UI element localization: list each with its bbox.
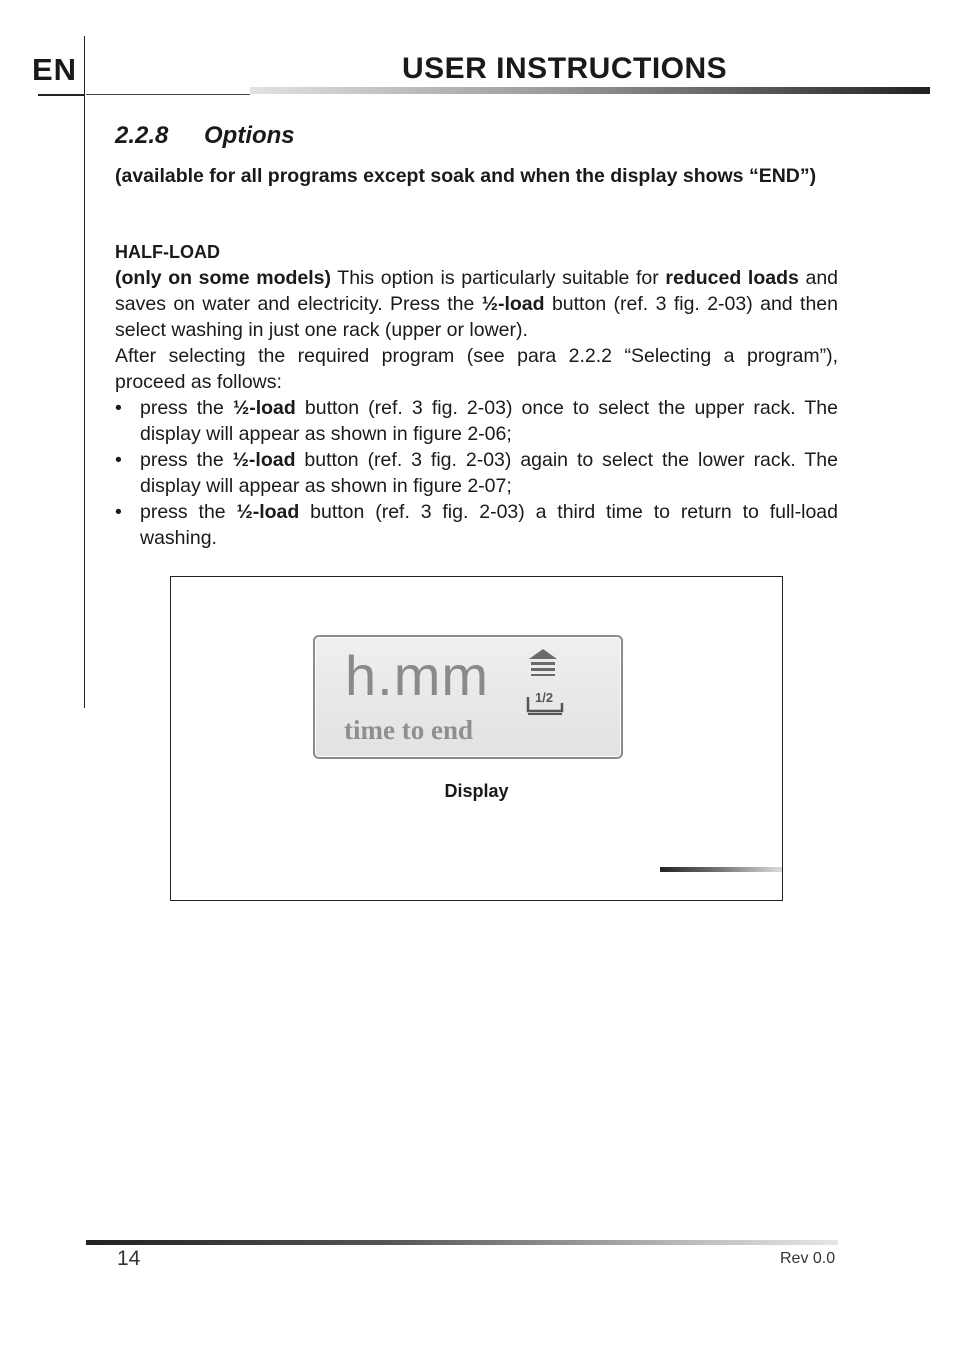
bullet-post: button (ref. 3 fig. 2-03) a third time to return to full-load washing.: [140, 501, 838, 549]
margin-line: [84, 36, 85, 708]
page-title: USER INSTRUCTIONS: [402, 52, 728, 85]
language-underline: [38, 94, 84, 96]
half-load-term: ½-load: [481, 293, 545, 315]
availability-note: (available for all programs except soak and when the display shows “END”): [115, 165, 817, 187]
list-item: • press the ½-load button (ref. 3 fig. 2-03) a third time to return to full-load washing.: [115, 501, 838, 549]
bullet-bold: ½-load: [236, 501, 300, 523]
para1-text3: button (ref. 3 fig. 2-03) and then select washing in just one rack (upper or lower).: [115, 293, 838, 341]
section-title: Options: [204, 122, 295, 149]
lcd-display: [313, 635, 623, 759]
language-code: EN: [32, 52, 78, 87]
display-time: h.mm: [345, 644, 489, 707]
half-icon-text: 1/2: [535, 690, 554, 705]
footer-rule: [86, 1240, 838, 1245]
display-label: time to end: [344, 715, 473, 745]
section-heading: [115, 122, 295, 150]
bullet-pre: press the: [140, 449, 233, 471]
bullet-post: button (ref. 3 fig. 2-03) once to select the upper rack. The display will appear as shown in figure 2-06;: [140, 397, 838, 445]
display-figure: [170, 576, 783, 901]
figure-rule: [660, 867, 782, 872]
upper-rack-icon: [525, 647, 561, 677]
para1-text1: This option is particularly suitable for: [331, 267, 666, 289]
list-item: • press the ½-load button (ref. 3 fig. 2-03) once to select the upper rack. The display will appear as shown in figure 2-06;: [115, 397, 838, 445]
bullet-pre: press the: [140, 501, 237, 523]
procedure-intro: After selecting the required program (see para 2.2.2 “Selecting a program”), proceed as follows:: [115, 345, 838, 393]
bullet-bold: ½-load: [232, 397, 296, 419]
page-number: 14: [117, 1247, 141, 1270]
bullet-bold: ½-load: [232, 449, 296, 471]
models-note: (only on some models): [115, 267, 332, 289]
title-rule-thin: [86, 94, 250, 95]
list-item: • press the ½-load button (ref. 3 fig. 2-03) again to select the lower rack. The display will appear as shown in figure 2-07;: [115, 449, 838, 497]
figure-caption: Display: [444, 781, 509, 801]
procedure-list: [115, 395, 838, 551]
half-load-paragraph: [115, 265, 838, 343]
title-rule: [250, 87, 930, 94]
half-load-icon: [525, 687, 565, 717]
reduced-loads: reduced loads: [665, 267, 799, 289]
section-number: 2.2.8: [115, 122, 169, 149]
revision-label: Rev 0.0: [780, 1250, 836, 1267]
bullet-post: button (ref. 3 fig. 2-03) again to select the lower rack. The display will appear as shown in figure 2-07;: [140, 449, 838, 497]
bullet-pre: press the: [140, 397, 233, 419]
para1-text2: and saves on water and electricity. Press the: [115, 267, 839, 315]
half-load-heading: HALF-LOAD: [115, 242, 220, 262]
